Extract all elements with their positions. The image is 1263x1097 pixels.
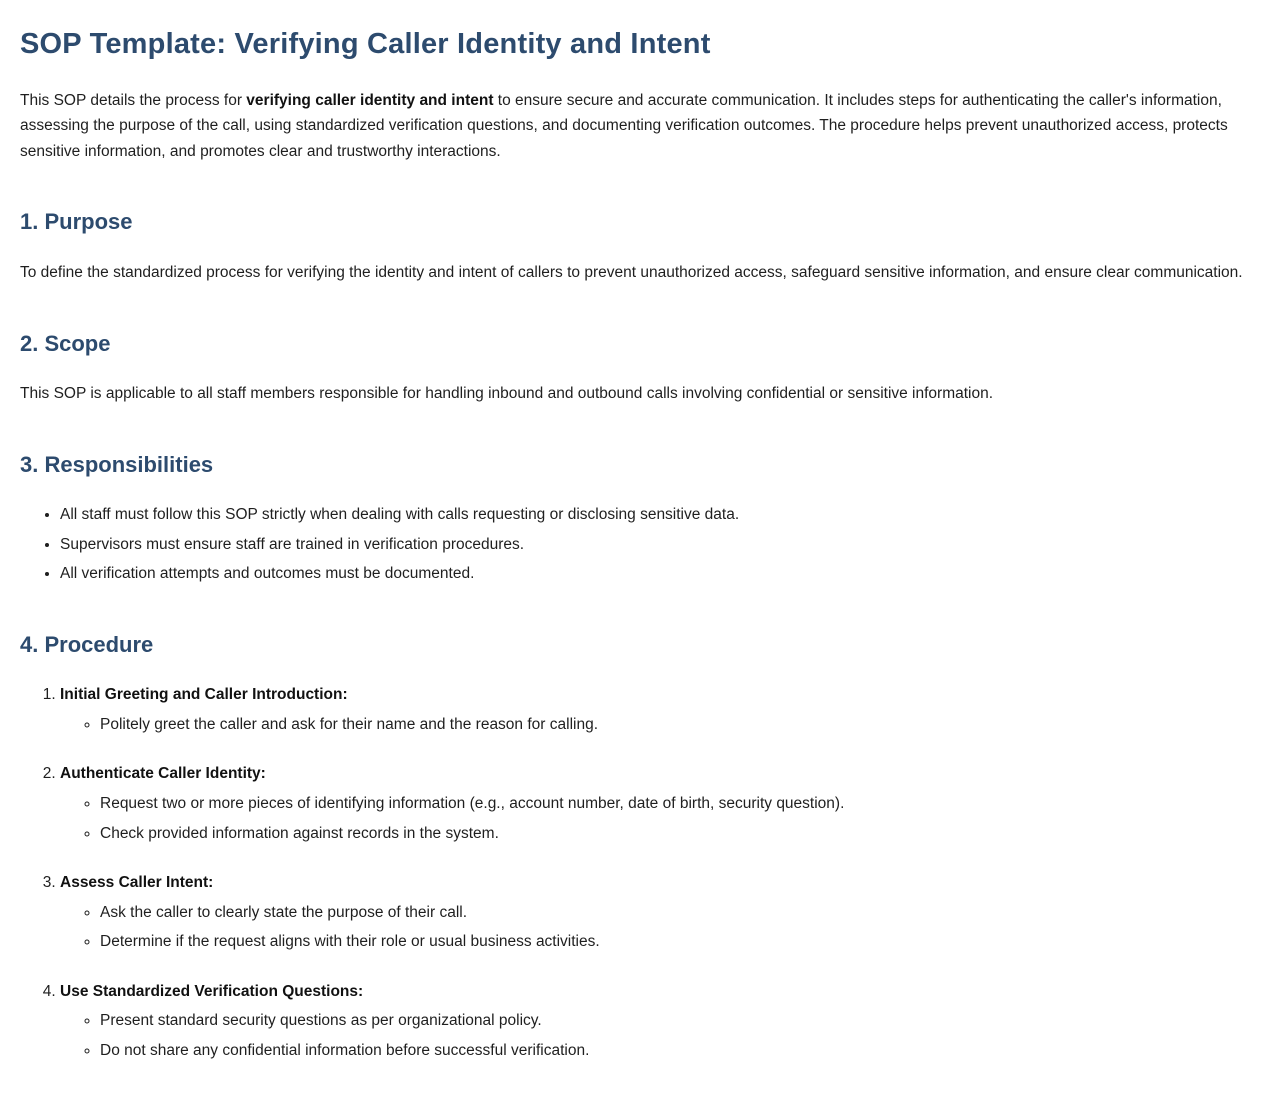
- procedure-list: [20, 682, 1243, 1063]
- procedure-substeps: [60, 1008, 1243, 1063]
- procedure-step: [60, 682, 1243, 737]
- procedure-step-title: Use Standardized Verification Questions:: [60, 982, 364, 1000]
- list-item: ◦ Do not share any confidential information before successful verification.: [100, 1038, 1243, 1064]
- list-item: • Supervisors must ensure staff are trained in verification procedures.: [60, 532, 1243, 558]
- list-item: ◦ Politely greet the caller and ask for their name and the reason for calling.: [100, 712, 1243, 738]
- procedure-step: [60, 979, 1243, 1064]
- section-heading-purpose: 1. Purpose: [20, 209, 133, 235]
- responsibilities-list: [20, 502, 1243, 587]
- sop-document: [20, 27, 1243, 1063]
- list-item: ◦ Present standard security questions as per organizational policy.: [100, 1008, 1243, 1034]
- section-scope: [20, 330, 1243, 407]
- procedure-step: [60, 761, 1243, 846]
- procedure-substeps: [60, 900, 1243, 955]
- intro-text-before-bold: This SOP details the process for: [20, 91, 247, 109]
- section-heading-scope: 2. Scope: [20, 330, 111, 356]
- section-heading-responsibilities: 3. Responsibilities: [20, 451, 214, 477]
- list-item: ◦ Check provided information against records in the system.: [100, 821, 1243, 847]
- section-heading-procedure: 4. Procedure: [20, 631, 154, 657]
- procedure-step: [60, 870, 1243, 955]
- section-responsibilities: [20, 451, 1243, 587]
- scope-paragraph: This SOP is applicable to all staff members responsible for handling inbound and outbound calls involving confidential or sensitive information.: [20, 385, 994, 403]
- procedure-substeps: [60, 712, 1243, 738]
- list-item: ◦ Ask the caller to clearly state the purpose of their call.: [100, 900, 1243, 926]
- intro-bold-phrase: verifying caller identity and intent: [246, 91, 494, 109]
- section-procedure: [20, 631, 1243, 1064]
- procedure-substeps: [60, 791, 1243, 846]
- procedure-step-title: Authenticate Caller Identity:: [60, 765, 266, 783]
- section-purpose: [20, 208, 1243, 285]
- intro-paragraph: [20, 88, 1243, 165]
- list-item: ◦ Request two or more pieces of identifying information (e.g., account number, date of birth, security question).: [100, 791, 1243, 817]
- procedure-step-title: Assess Caller Intent:: [60, 874, 214, 892]
- procedure-step-title: Initial Greeting and Caller Introduction:: [60, 686, 348, 704]
- list-item: • All staff must follow this SOP strictly when dealing with calls requesting or disclosing sensitive data.: [60, 502, 1243, 528]
- page-title: SOP Template: Verifying Caller Identity and Intent: [20, 28, 711, 60]
- list-item: • All verification attempts and outcomes must be documented.: [60, 561, 1243, 587]
- intro-text-after-bold: to ensure secure and accurate communication. It includes steps for authenticating the caller's information, assessing the purpose of the call, using standardized verification questions, and documenting verification outcomes. The procedure helps prevent unauthorized access, protects sensitive information, and promotes clear and trustworthy interactions.: [20, 91, 1228, 160]
- list-item: ◦ Determine if the request aligns with their role or usual business activities.: [100, 929, 1243, 955]
- purpose-paragraph: To define the standardized process for verifying the identity and intent of callers to prevent unauthorized access, safeguard sensitive information, and ensure clear communication.: [20, 263, 1243, 281]
